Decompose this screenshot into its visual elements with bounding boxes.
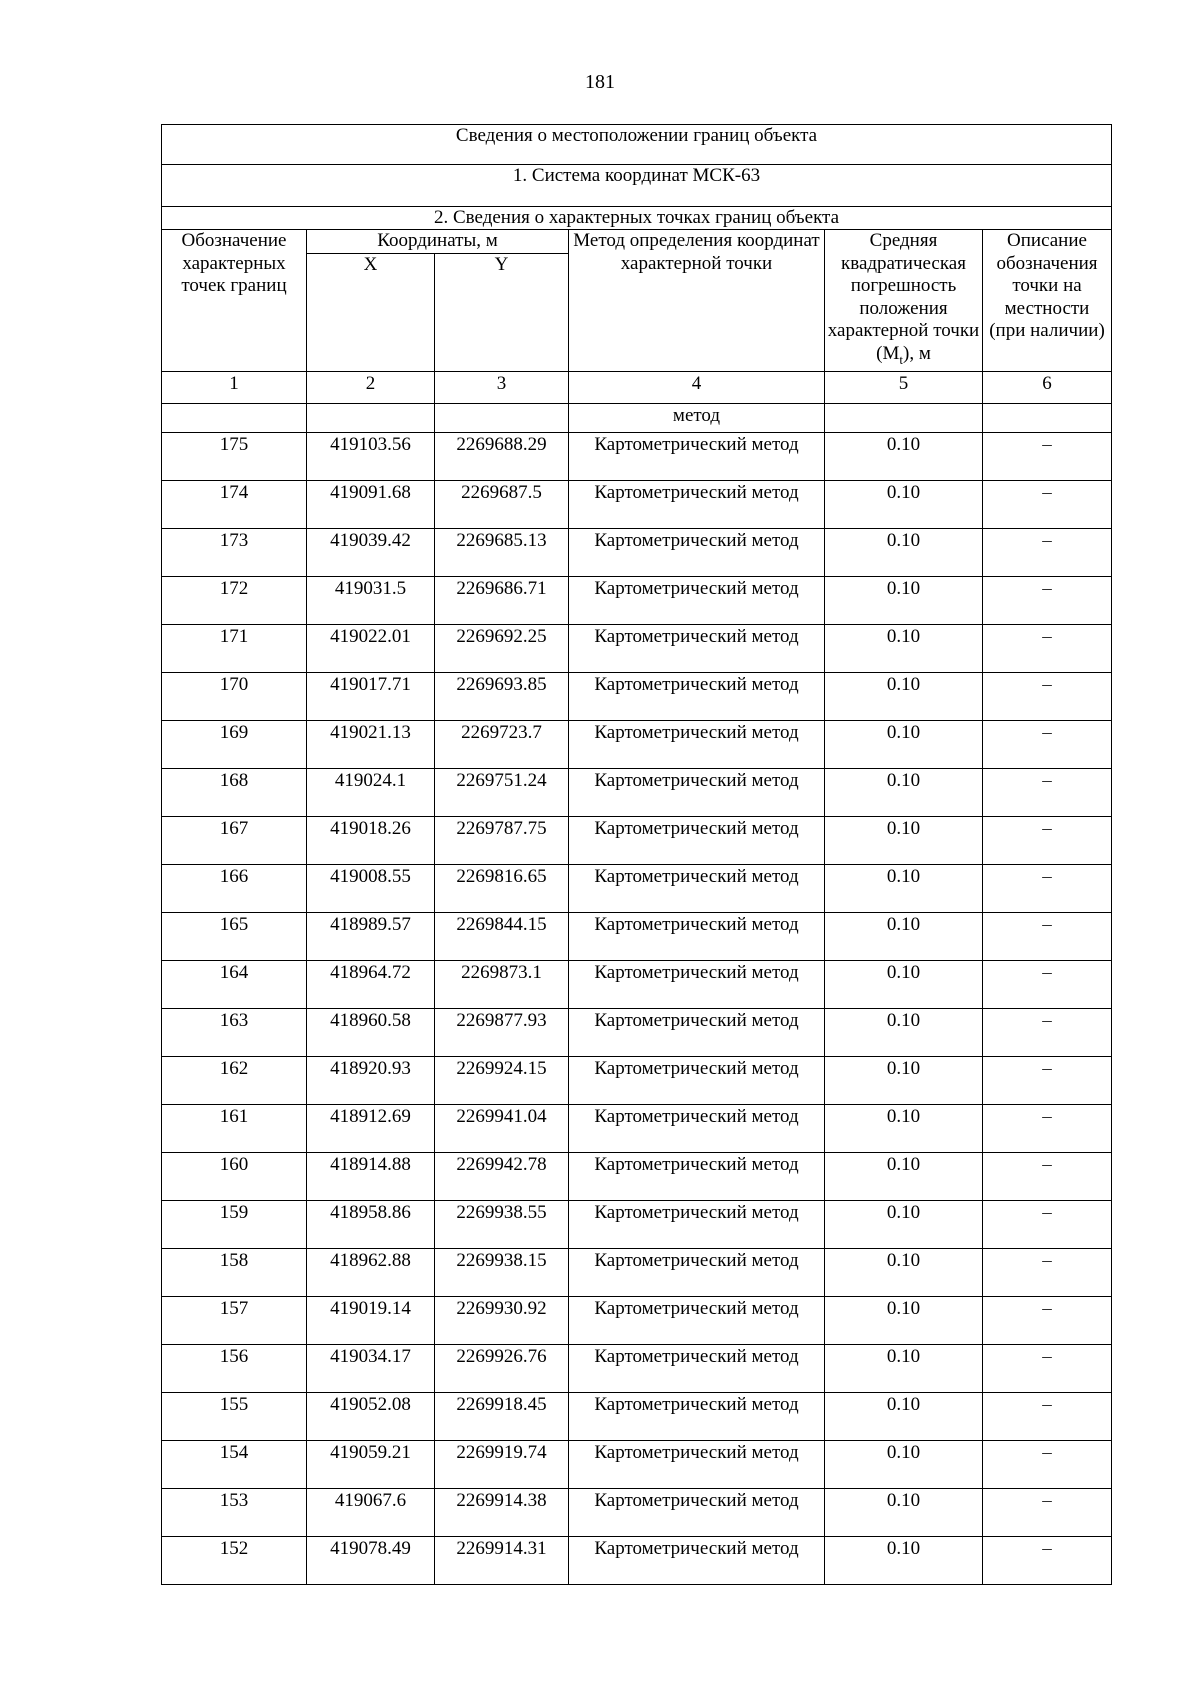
y-coordinate-cell: 2269877.93 xyxy=(435,1008,569,1056)
header-coordinates: Координаты, м xyxy=(307,230,569,254)
point-cell: 170 xyxy=(162,672,307,720)
table-title-row xyxy=(162,125,1112,165)
table-row xyxy=(162,672,1112,720)
y-coordinate-cell: 2269686.71 xyxy=(435,576,569,624)
header-mean-error-sub: t xyxy=(899,351,903,367)
table-row xyxy=(162,1536,1112,1584)
description-cell: – xyxy=(983,720,1112,768)
point-cell: 165 xyxy=(162,912,307,960)
description-cell: – xyxy=(983,1248,1112,1296)
header-x: X xyxy=(307,254,435,371)
x-coordinate-cell: 419021.13 xyxy=(307,720,435,768)
description-cell: – xyxy=(983,1008,1112,1056)
x-coordinate-cell: 418914.88 xyxy=(307,1152,435,1200)
description-cell: – xyxy=(983,1488,1112,1536)
point-cell: 166 xyxy=(162,864,307,912)
mean-error-cell: 0.10 xyxy=(825,1344,983,1392)
mean-error-cell: 0.10 xyxy=(825,768,983,816)
point-cell: 152 xyxy=(162,1536,307,1584)
table-row xyxy=(162,1392,1112,1440)
table-row xyxy=(162,1296,1112,1344)
column-number: 3 xyxy=(435,371,569,403)
table-row xyxy=(162,1344,1112,1392)
table-row xyxy=(162,528,1112,576)
point-cell: 168 xyxy=(162,768,307,816)
point-cell: 162 xyxy=(162,1056,307,1104)
mean-error-cell: 0.10 xyxy=(825,1296,983,1344)
mean-error-cell: 0.10 xyxy=(825,1488,983,1536)
point-cell: 157 xyxy=(162,1296,307,1344)
mean-error-cell: 0.10 xyxy=(825,432,983,480)
x-coordinate-cell: 419018.26 xyxy=(307,816,435,864)
description-cell: – xyxy=(983,1392,1112,1440)
table-row xyxy=(162,1488,1112,1536)
method-cell: Картометрический метод xyxy=(569,1296,825,1344)
description-cell: – xyxy=(983,1104,1112,1152)
x-coordinate-cell: 419052.08 xyxy=(307,1392,435,1440)
point-cell: 171 xyxy=(162,624,307,672)
mean-error-cell: 0.10 xyxy=(825,576,983,624)
y-coordinate-cell: 2269919.74 xyxy=(435,1440,569,1488)
mean-error-cell: 0.10 xyxy=(825,720,983,768)
point-cell: 156 xyxy=(162,1344,307,1392)
empty-cell xyxy=(983,403,1112,432)
mean-error-cell: 0.10 xyxy=(825,1392,983,1440)
x-coordinate-cell: 419067.6 xyxy=(307,1488,435,1536)
y-coordinate-cell: 2269844.15 xyxy=(435,912,569,960)
method-cell: Картометрический метод xyxy=(569,1008,825,1056)
point-cell: 173 xyxy=(162,528,307,576)
description-cell: – xyxy=(983,768,1112,816)
table-row xyxy=(162,1440,1112,1488)
y-coordinate-cell: 2269723.7 xyxy=(435,720,569,768)
x-coordinate-cell: 419008.55 xyxy=(307,864,435,912)
y-coordinate-cell: 2269930.92 xyxy=(435,1296,569,1344)
x-coordinate-cell: 419031.5 xyxy=(307,576,435,624)
method-cell: Картометрический метод xyxy=(569,1536,825,1584)
point-cell: 163 xyxy=(162,1008,307,1056)
mean-error-cell: 0.10 xyxy=(825,1056,983,1104)
table-row xyxy=(162,720,1112,768)
y-coordinate-cell: 2269938.15 xyxy=(435,1248,569,1296)
y-coordinate-cell: 2269692.25 xyxy=(435,624,569,672)
column-number: 4 xyxy=(569,371,825,403)
y-coordinate-cell: 2269693.85 xyxy=(435,672,569,720)
mean-error-cell: 0.10 xyxy=(825,1536,983,1584)
description-cell: – xyxy=(983,1200,1112,1248)
table-row xyxy=(162,432,1112,480)
point-cell: 169 xyxy=(162,720,307,768)
table-row xyxy=(162,960,1112,1008)
header-description: Описание обозначения точки на местности (при наличии) xyxy=(983,230,1112,372)
table-row xyxy=(162,1248,1112,1296)
empty-cell xyxy=(162,403,307,432)
description-cell: – xyxy=(983,1296,1112,1344)
mean-error-cell: 0.10 xyxy=(825,1440,983,1488)
y-coordinate-cell: 2269941.04 xyxy=(435,1104,569,1152)
description-cell: – xyxy=(983,912,1112,960)
x-coordinate-cell: 418964.72 xyxy=(307,960,435,1008)
mean-error-cell: 0.10 xyxy=(825,1200,983,1248)
description-cell: – xyxy=(983,1440,1112,1488)
point-cell: 158 xyxy=(162,1248,307,1296)
column-number: 2 xyxy=(307,371,435,403)
point-cell: 174 xyxy=(162,480,307,528)
x-coordinate-cell: 419059.21 xyxy=(307,1440,435,1488)
section-title-row xyxy=(162,207,1112,230)
method-cell: Картометрический метод xyxy=(569,864,825,912)
point-cell: 159 xyxy=(162,1200,307,1248)
table-row xyxy=(162,576,1112,624)
point-cell: 164 xyxy=(162,960,307,1008)
point-cell: 167 xyxy=(162,816,307,864)
mean-error-cell: 0.10 xyxy=(825,864,983,912)
header-y: Y xyxy=(435,254,569,371)
coordinate-system: 1. Система координат МСК-63 xyxy=(162,165,1112,207)
table-row xyxy=(162,816,1112,864)
y-coordinate-cell: 2269751.24 xyxy=(435,768,569,816)
y-coordinate-cell: 2269938.55 xyxy=(435,1200,569,1248)
page-number: 181 xyxy=(585,71,615,93)
method-cell: Картометрический метод xyxy=(569,624,825,672)
method-cell: Картометрический метод xyxy=(569,480,825,528)
y-coordinate-cell: 2269873.1 xyxy=(435,960,569,1008)
x-coordinate-cell: 418962.88 xyxy=(307,1248,435,1296)
point-cell: 175 xyxy=(162,432,307,480)
x-coordinate-cell: 419019.14 xyxy=(307,1296,435,1344)
header-mean-error xyxy=(825,230,983,372)
table-row xyxy=(162,1200,1112,1248)
x-coordinate-cell: 419078.49 xyxy=(307,1536,435,1584)
description-cell: – xyxy=(983,672,1112,720)
description-cell: – xyxy=(983,1536,1112,1584)
point-cell: 154 xyxy=(162,1440,307,1488)
point-cell: 153 xyxy=(162,1488,307,1536)
y-coordinate-cell: 2269687.5 xyxy=(435,480,569,528)
header-method: Метод определения координат характерной точки xyxy=(569,230,825,372)
method-cell: Картометрический метод xyxy=(569,1152,825,1200)
y-coordinate-cell: 2269942.78 xyxy=(435,1152,569,1200)
description-cell: – xyxy=(983,528,1112,576)
point-cell: 155 xyxy=(162,1392,307,1440)
x-coordinate-cell: 419022.01 xyxy=(307,624,435,672)
header-point-designation: Обозначение характерных точек границ xyxy=(162,230,307,372)
point-cell: 161 xyxy=(162,1104,307,1152)
method-cell: Картометрический метод xyxy=(569,1248,825,1296)
y-coordinate-cell: 2269924.15 xyxy=(435,1056,569,1104)
description-cell: – xyxy=(983,960,1112,1008)
continuation-method: метод xyxy=(569,403,825,432)
x-coordinate-cell: 418960.58 xyxy=(307,1008,435,1056)
x-coordinate-cell: 419017.71 xyxy=(307,672,435,720)
method-cell: Картометрический метод xyxy=(569,1200,825,1248)
mean-error-cell: 0.10 xyxy=(825,1152,983,1200)
method-cell: Картометрический метод xyxy=(569,672,825,720)
x-coordinate-cell: 419039.42 xyxy=(307,528,435,576)
table-row xyxy=(162,768,1112,816)
method-cell: Картометрический метод xyxy=(569,1488,825,1536)
method-cell: Картометрический метод xyxy=(569,1104,825,1152)
column-numbers-row xyxy=(162,371,1112,403)
x-coordinate-cell: 418912.69 xyxy=(307,1104,435,1152)
empty-cell xyxy=(435,403,569,432)
continuation-row xyxy=(162,403,1112,432)
method-cell: Картометрический метод xyxy=(569,432,825,480)
description-cell: – xyxy=(983,1344,1112,1392)
table-row xyxy=(162,912,1112,960)
x-coordinate-cell: 419091.68 xyxy=(307,480,435,528)
header-mean-error-text: Средняя квадратическая погрешность положения характерной точки (M xyxy=(827,230,980,364)
description-cell: – xyxy=(983,624,1112,672)
x-coordinate-cell: 419103.56 xyxy=(307,432,435,480)
method-cell: Картометрический метод xyxy=(569,960,825,1008)
table-title: Сведения о местоположении границ объекта xyxy=(162,125,1112,165)
description-cell: – xyxy=(983,480,1112,528)
y-coordinate-cell: 2269914.38 xyxy=(435,1488,569,1536)
mean-error-cell: 0.10 xyxy=(825,480,983,528)
table-row xyxy=(162,480,1112,528)
method-cell: Картометрический метод xyxy=(569,1440,825,1488)
method-cell: Картометрический метод xyxy=(569,720,825,768)
coordinate-system-row xyxy=(162,165,1112,207)
y-coordinate-cell: 2269688.29 xyxy=(435,432,569,480)
y-coordinate-cell: 2269918.45 xyxy=(435,1392,569,1440)
x-coordinate-cell: 418958.86 xyxy=(307,1200,435,1248)
section-title: 2. Сведения о характерных точках границ объекта xyxy=(162,207,1112,230)
description-cell: – xyxy=(983,1056,1112,1104)
x-coordinate-cell: 419034.17 xyxy=(307,1344,435,1392)
description-cell: – xyxy=(983,1152,1112,1200)
mean-error-cell: 0.10 xyxy=(825,816,983,864)
y-coordinate-cell: 2269685.13 xyxy=(435,528,569,576)
y-coordinate-cell: 2269926.76 xyxy=(435,1344,569,1392)
description-cell: – xyxy=(983,432,1112,480)
description-cell: – xyxy=(983,576,1112,624)
x-coordinate-cell: 419024.1 xyxy=(307,768,435,816)
y-coordinate-cell: 2269816.65 xyxy=(435,864,569,912)
method-cell: Картометрический метод xyxy=(569,816,825,864)
table-row xyxy=(162,1008,1112,1056)
x-coordinate-cell: 418989.57 xyxy=(307,912,435,960)
header-row-1 xyxy=(162,230,1112,254)
mean-error-cell: 0.10 xyxy=(825,624,983,672)
description-cell: – xyxy=(983,816,1112,864)
point-cell: 172 xyxy=(162,576,307,624)
method-cell: Картометрический метод xyxy=(569,912,825,960)
point-cell: 160 xyxy=(162,1152,307,1200)
method-cell: Картометрический метод xyxy=(569,528,825,576)
table-row xyxy=(162,624,1112,672)
table-row xyxy=(162,1104,1112,1152)
column-number: 5 xyxy=(825,371,983,403)
column-number: 6 xyxy=(983,371,1112,403)
empty-cell xyxy=(307,403,435,432)
table-row xyxy=(162,1056,1112,1104)
empty-cell xyxy=(825,403,983,432)
mean-error-cell: 0.10 xyxy=(825,1248,983,1296)
method-cell: Картометрический метод xyxy=(569,576,825,624)
method-cell: Картометрический метод xyxy=(569,768,825,816)
header-mean-error-unit: ), м xyxy=(903,342,931,364)
y-coordinate-cell: 2269914.31 xyxy=(435,1536,569,1584)
mean-error-cell: 0.10 xyxy=(825,1008,983,1056)
method-cell: Картометрический метод xyxy=(569,1056,825,1104)
mean-error-cell: 0.10 xyxy=(825,912,983,960)
method-cell: Картометрический метод xyxy=(569,1392,825,1440)
boundary-points-table xyxy=(161,124,1112,1585)
column-number: 1 xyxy=(162,371,307,403)
table-row xyxy=(162,864,1112,912)
description-cell: – xyxy=(983,864,1112,912)
mean-error-cell: 0.10 xyxy=(825,960,983,1008)
table-row xyxy=(162,1152,1112,1200)
y-coordinate-cell: 2269787.75 xyxy=(435,816,569,864)
mean-error-cell: 0.10 xyxy=(825,1104,983,1152)
x-coordinate-cell: 418920.93 xyxy=(307,1056,435,1104)
method-cell: Картометрический метод xyxy=(569,1344,825,1392)
mean-error-cell: 0.10 xyxy=(825,672,983,720)
mean-error-cell: 0.10 xyxy=(825,528,983,576)
